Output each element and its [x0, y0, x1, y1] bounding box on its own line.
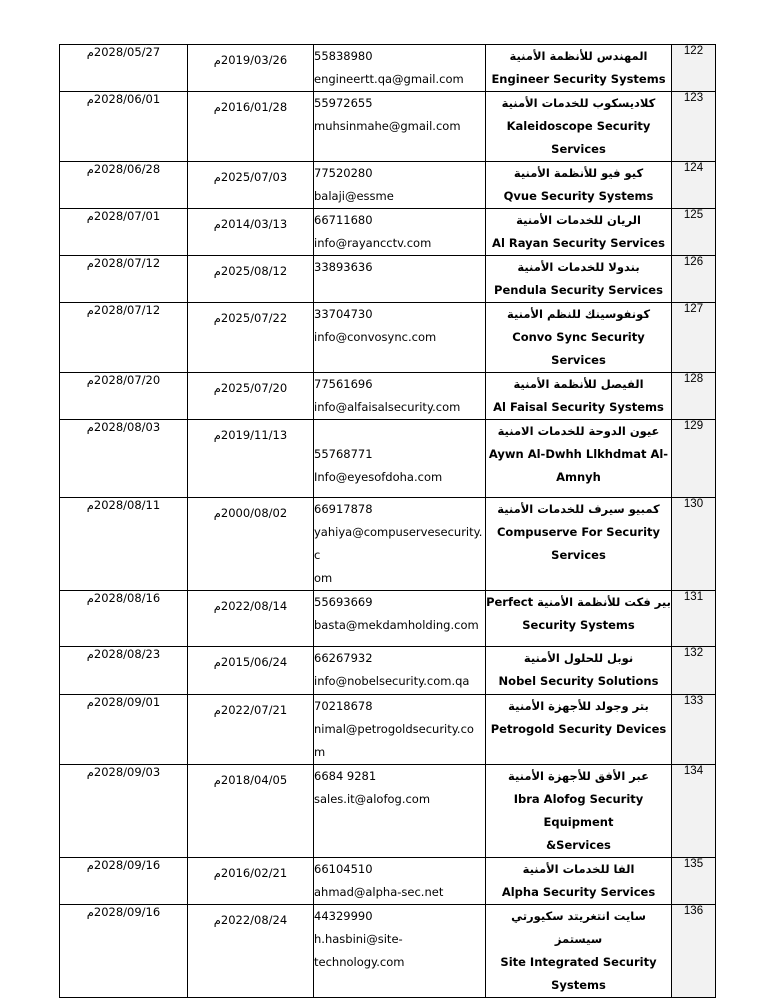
expiry-date-cell	[60, 209, 188, 256]
expiry-date-cell	[60, 647, 188, 695]
phone-number: 55693669	[314, 595, 373, 609]
registration-date: 2000/08/02م	[213, 506, 288, 520]
company-name-cell	[486, 647, 672, 695]
expiry-date-cell	[60, 303, 188, 373]
company-name-cell	[486, 858, 672, 905]
expiry-date-cell	[60, 92, 188, 162]
row-number-cell	[672, 591, 716, 647]
expiry-date: 2028/08/23م	[86, 647, 161, 661]
company-name-english: Nobel Security Solutions	[498, 674, 659, 688]
expiry-date: 2028/09/16م	[86, 905, 161, 919]
phone-number: 77561696	[314, 377, 373, 391]
row-number-cell	[672, 373, 716, 420]
phone-number: 55972655	[314, 96, 373, 110]
registration-date: 2025/08/12م	[213, 264, 288, 278]
contact-line: ahmad@alpha-sec.net	[314, 885, 444, 899]
contact-cell	[314, 647, 486, 695]
phone-number: 6684 9281	[314, 769, 377, 783]
registration-date: 2015/06/24م	[213, 655, 288, 669]
registration-date: 2025/07/03م	[213, 170, 288, 184]
expiry-date: 2028/07/01م	[86, 209, 161, 223]
expiry-date-cell	[60, 256, 188, 303]
registration-date-cell	[188, 92, 314, 162]
company-name-cell	[486, 303, 672, 373]
registration-date: 2022/08/24م	[213, 913, 288, 927]
company-name-cell	[486, 209, 672, 256]
expiry-date: 2028/05/27م	[86, 45, 161, 59]
phone-number: 70218678	[314, 699, 373, 713]
row-number-cell	[672, 256, 716, 303]
company-name-english: Security Systems	[522, 618, 635, 632]
company-name-english: Convo Sync Security Services	[512, 330, 645, 367]
contact-line: balaji@essme	[314, 189, 394, 203]
row-number: 134	[683, 765, 704, 777]
company-name-english: Pendula Security Services	[494, 283, 663, 297]
company-name-english: &Services	[546, 838, 611, 852]
table-row	[60, 591, 716, 647]
expiry-date-cell	[60, 695, 188, 765]
row-number-cell	[672, 647, 716, 695]
table-row	[60, 420, 716, 498]
row-number-cell	[672, 905, 716, 998]
contact-cell	[314, 905, 486, 998]
company-name-arabic: الريان للخدمات الأمنية	[516, 213, 641, 227]
registration-date: 2016/01/28م	[213, 100, 288, 114]
contact-line: info@convosync.com	[314, 330, 437, 344]
registration-date: 2019/11/13م	[213, 428, 288, 442]
row-number-cell	[672, 695, 716, 765]
expiry-date: 2028/09/01م	[86, 695, 161, 709]
row-number: 130	[683, 498, 704, 510]
registration-date-cell	[188, 498, 314, 591]
company-name-arabic: كلاديسكوب للخدمات الأمنية	[501, 96, 656, 110]
table-row	[60, 695, 716, 765]
registry-table	[59, 44, 716, 998]
company-name-arabic: الفا للخدمات الأمنية	[522, 862, 635, 876]
company-name-english: Ibra Alofog Security Equipment	[513, 792, 644, 829]
company-name-arabic: المهندس للأنظمة الأمنية	[509, 49, 648, 63]
registration-date-cell	[188, 303, 314, 373]
row-number: 125	[683, 209, 704, 221]
contact-line: yahiya@compuservesecurity.c	[314, 525, 483, 562]
contact-cell	[314, 45, 486, 92]
company-name-cell	[486, 92, 672, 162]
contact-line: info@rayancctv.com	[314, 236, 432, 250]
registration-date-cell	[188, 209, 314, 256]
registration-date: 2019/03/26م	[213, 53, 288, 67]
table-row	[60, 765, 716, 858]
contact-line: info@nobelsecurity.com.qa	[314, 674, 470, 688]
contact-cell	[314, 373, 486, 420]
registration-date-cell	[188, 420, 314, 498]
expiry-date: 2028/08/03م	[86, 420, 161, 434]
expiry-date-cell	[60, 591, 188, 647]
row-number-cell	[672, 858, 716, 905]
phone-number: 77520280	[314, 166, 373, 180]
contact-cell	[314, 256, 486, 303]
phone-number: 44329990	[314, 909, 373, 923]
contact-cell	[314, 858, 486, 905]
company-name-cell	[486, 591, 672, 647]
registration-date-cell	[188, 905, 314, 998]
row-number: 128	[683, 373, 704, 385]
company-name-arabic: نوبل للحلول الأمنية	[523, 651, 634, 665]
company-name-arabic: بير فكت للأنظمة الأمنية Perfect	[486, 595, 671, 609]
contact-cell	[314, 92, 486, 162]
row-number: 122	[683, 45, 704, 57]
company-name-english: Al Faisal Security Systems	[493, 400, 664, 414]
company-name-arabic: بندولا للخدمات الأمنية	[517, 260, 640, 274]
contact-line: technology.com	[314, 955, 405, 969]
phone-number: 55838980	[314, 49, 373, 63]
table-row	[60, 162, 716, 209]
registration-date-cell	[188, 765, 314, 858]
company-name-arabic: سايت انتغريتد سكيورتي سيستمز	[511, 909, 646, 946]
company-name-cell	[486, 420, 672, 498]
contact-line	[314, 420, 485, 443]
phone-number: 66267932	[314, 651, 373, 665]
table-row	[60, 209, 716, 256]
phone-number: 66711680	[314, 213, 373, 227]
expiry-date: 2028/07/12م	[86, 303, 161, 317]
row-number-cell	[672, 420, 716, 498]
contact-cell	[314, 420, 486, 498]
row-number: 123	[683, 92, 704, 104]
registration-date: 2025/07/22م	[213, 311, 288, 325]
phone-number: 33704730	[314, 307, 373, 321]
company-name-cell	[486, 905, 672, 998]
row-number-cell	[672, 162, 716, 209]
table-row	[60, 256, 716, 303]
company-name-cell	[486, 373, 672, 420]
row-number: 135	[683, 858, 704, 870]
contact-cell	[314, 162, 486, 209]
phone-number: 66104510	[314, 862, 373, 876]
row-number: 126	[683, 256, 704, 268]
expiry-date: 2028/07/12م	[86, 256, 161, 270]
table-row	[60, 498, 716, 591]
phone-number: 33893636	[314, 260, 373, 274]
company-name-cell	[486, 256, 672, 303]
table-row	[60, 373, 716, 420]
row-number-cell	[672, 92, 716, 162]
company-name-english: Compuserve For Security	[496, 525, 661, 539]
contact-cell	[314, 765, 486, 858]
registry-rows	[60, 45, 716, 998]
row-number-cell	[672, 765, 716, 858]
expiry-date-cell	[60, 162, 188, 209]
row-number-cell	[672, 209, 716, 256]
registration-date: 2025/07/20م	[213, 381, 288, 395]
company-name-arabic: الفيصل للأنظمة الأمنية	[513, 377, 644, 391]
contact-cell	[314, 303, 486, 373]
company-name-arabic: كونفوسينك للنظم الأمنية	[506, 307, 651, 321]
table-row	[60, 858, 716, 905]
table-row	[60, 647, 716, 695]
row-number-cell	[672, 303, 716, 373]
registration-date-cell	[188, 591, 314, 647]
contact-line: engineertt.qa@gmail.com	[314, 72, 464, 86]
company-name-english: Kaleidoscope Security Services	[506, 119, 651, 156]
company-name-english: Alpha Security Services	[501, 885, 656, 899]
contact-cell	[314, 498, 486, 591]
company-name-english: Site Integrated Security	[500, 955, 657, 969]
table-row	[60, 303, 716, 373]
expiry-date: 2028/06/01م	[86, 92, 161, 106]
row-number: 129	[683, 420, 704, 432]
table-row	[60, 45, 716, 92]
registration-date-cell	[188, 695, 314, 765]
row-number-cell	[672, 498, 716, 591]
company-name-arabic: عيون الدوحة للخدمات الامنية	[497, 424, 660, 438]
expiry-date: 2028/07/20م	[86, 373, 161, 387]
registration-date: 2018/04/05م	[213, 773, 288, 787]
row-number: 136	[683, 905, 704, 917]
expiry-date-cell	[60, 420, 188, 498]
row-number: 132	[683, 647, 704, 659]
registration-date-cell	[188, 162, 314, 209]
registration-date-cell	[188, 45, 314, 92]
company-name-cell	[486, 695, 672, 765]
registration-date-cell	[188, 647, 314, 695]
expiry-date-cell	[60, 765, 188, 858]
expiry-date: 2028/08/11م	[86, 498, 161, 512]
contact-line: om	[314, 571, 333, 585]
company-name-english: Aywn Al-Dwhh Llkhdmat Al-	[488, 447, 669, 461]
company-name-english: Systems	[551, 978, 606, 992]
company-name-cell	[486, 45, 672, 92]
contact-line: nimal@petrogoldsecurity.com	[314, 722, 474, 759]
contact-cell	[314, 695, 486, 765]
expiry-date-cell	[60, 858, 188, 905]
company-name-cell	[486, 162, 672, 209]
expiry-date-cell	[60, 905, 188, 998]
table-row	[60, 92, 716, 162]
contact-line: basta@mekdamholding.com	[314, 618, 479, 632]
registration-date: 2016/02/21م	[213, 866, 288, 880]
registration-date-cell	[188, 256, 314, 303]
phone-number: 66917878	[314, 502, 373, 516]
contact-line: h.hasbini@site-	[314, 932, 403, 946]
expiry-date: 2028/06/28م	[86, 162, 161, 176]
company-name-english: Al Rayan Security Services	[492, 236, 665, 250]
company-name-arabic: كيو فيو للأنظمة الأمنية	[513, 166, 644, 180]
company-name-english: Engineer Security Systems	[491, 72, 666, 86]
row-number-cell	[672, 45, 716, 92]
company-name-arabic: بتر وجولد للأجهزة الأمنية	[508, 699, 649, 713]
registration-date-cell	[188, 858, 314, 905]
contact-line: 55768771	[314, 447, 373, 461]
contact-line: info@alfaisalsecurity.com	[314, 400, 461, 414]
company-name-english: Qvue Security Systems	[503, 189, 654, 203]
expiry-date-cell	[60, 498, 188, 591]
row-number: 124	[683, 162, 704, 174]
registration-date: 2014/03/13م	[213, 217, 288, 231]
expiry-date-cell	[60, 45, 188, 92]
expiry-date: 2028/08/16م	[86, 591, 161, 605]
row-number: 127	[683, 303, 704, 315]
contact-cell	[314, 591, 486, 647]
row-number: 131	[683, 591, 704, 603]
contact-line: muhsinmahe@gmail.com	[314, 119, 461, 133]
company-name-cell	[486, 498, 672, 591]
registration-date: 2022/08/14م	[213, 599, 288, 613]
expiry-date: 2028/09/16م	[86, 858, 161, 872]
company-name-arabic: كمبيو سيرف للخدمات الأمنية	[497, 502, 660, 516]
contact-line: sales.it@alofog.com	[314, 792, 431, 806]
expiry-date: 2028/09/03م	[86, 765, 161, 779]
table-row	[60, 905, 716, 998]
company-name-english: Services	[551, 548, 606, 562]
company-name-arabic: عبر الأفق للأجهزة الأمنية	[508, 769, 649, 783]
row-number: 133	[683, 695, 704, 707]
registration-date-cell	[188, 373, 314, 420]
company-name-english: Petrogold Security Devices	[490, 722, 667, 736]
company-name-english: Amnyh	[556, 470, 601, 484]
contact-line: Info@eyesofdoha.com	[314, 470, 443, 484]
registration-date: 2022/07/21م	[213, 703, 288, 717]
expiry-date-cell	[60, 373, 188, 420]
company-name-cell	[486, 765, 672, 858]
contact-cell	[314, 209, 486, 256]
